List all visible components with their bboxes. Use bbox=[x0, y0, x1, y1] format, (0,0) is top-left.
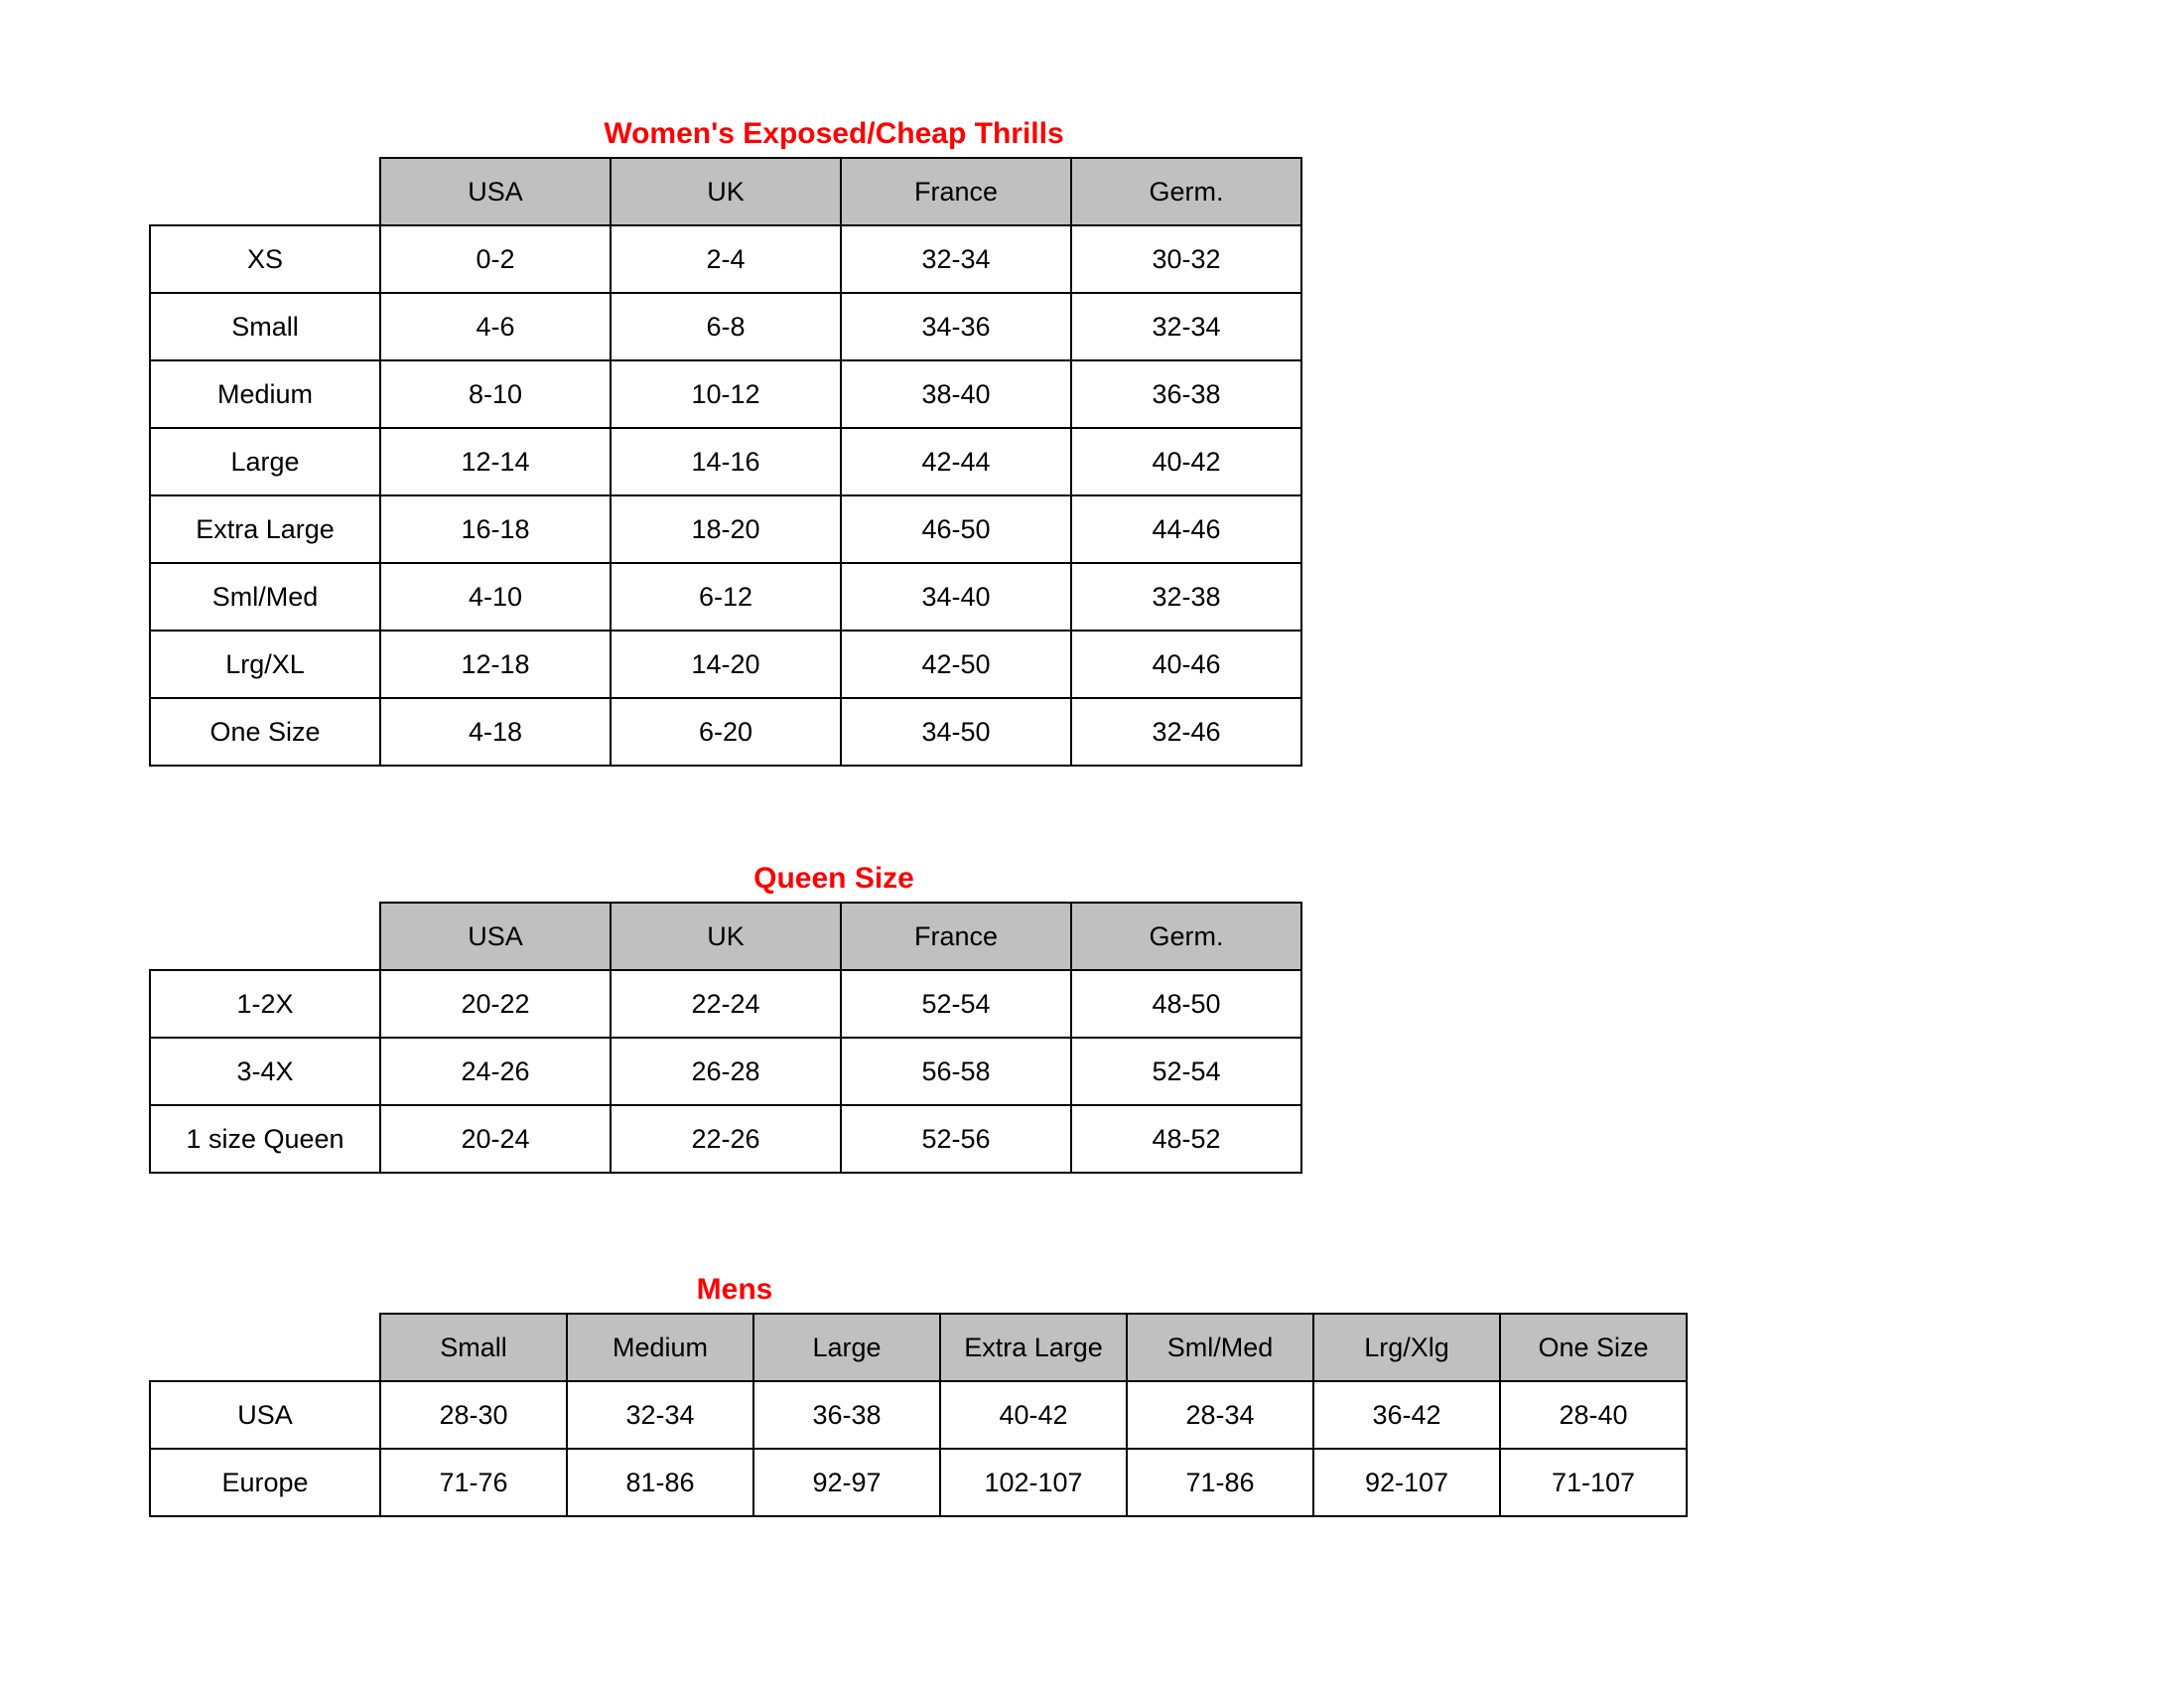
table-cell: 28-40 bbox=[1500, 1381, 1687, 1449]
table-cell: 92-97 bbox=[753, 1449, 940, 1516]
table-cell: 34-36 bbox=[841, 293, 1071, 360]
table-cell: 6-8 bbox=[611, 293, 841, 360]
queen-section-title: Queen Size bbox=[753, 862, 914, 895]
table-header-row bbox=[150, 903, 1301, 970]
table-cell: 71-86 bbox=[1127, 1449, 1313, 1516]
table-cell: 30-32 bbox=[1071, 225, 1301, 293]
column-header: Extra Large bbox=[940, 1314, 1127, 1381]
table-cell: 40-42 bbox=[1071, 428, 1301, 495]
table-row bbox=[150, 698, 1301, 766]
queen-size-section bbox=[149, 862, 1302, 1174]
table-row bbox=[150, 360, 1301, 428]
mens-section-title: Mens bbox=[696, 1273, 773, 1306]
table-cell: 36-38 bbox=[1071, 360, 1301, 428]
table-header-row bbox=[150, 158, 1301, 225]
table-cell: 12-14 bbox=[380, 428, 611, 495]
row-label: Large bbox=[150, 428, 380, 495]
table-cell: 22-26 bbox=[611, 1105, 841, 1173]
column-header: Germ. bbox=[1071, 158, 1301, 225]
row-label: Extra Large bbox=[150, 495, 380, 563]
table-cell: 6-12 bbox=[611, 563, 841, 631]
table-cell: 48-52 bbox=[1071, 1105, 1301, 1173]
table-row bbox=[150, 1038, 1301, 1105]
table-cell: 10-12 bbox=[611, 360, 841, 428]
row-label: 1 size Queen bbox=[150, 1105, 380, 1173]
table-cell: 6-20 bbox=[611, 698, 841, 766]
row-label: Sml/Med bbox=[150, 563, 380, 631]
womens-section-title: Women's Exposed/Cheap Thrills bbox=[604, 117, 1064, 150]
table-row bbox=[150, 225, 1301, 293]
row-label: One Size bbox=[150, 698, 380, 766]
row-label: Small bbox=[150, 293, 380, 360]
row-label: Lrg/XL bbox=[150, 631, 380, 698]
table-cell: 26-28 bbox=[611, 1038, 841, 1105]
table-row bbox=[150, 631, 1301, 698]
table-cell: 48-50 bbox=[1071, 970, 1301, 1038]
corner-cell bbox=[150, 1314, 380, 1381]
table-cell: 28-30 bbox=[380, 1381, 567, 1449]
table-cell: 14-16 bbox=[611, 428, 841, 495]
column-header: USA bbox=[380, 903, 611, 970]
womens-size-section bbox=[149, 117, 1302, 767]
table-cell: 0-2 bbox=[380, 225, 611, 293]
row-label: Europe bbox=[150, 1449, 380, 1516]
corner-cell bbox=[150, 158, 380, 225]
table-row bbox=[150, 1381, 1687, 1449]
row-label: 3-4X bbox=[150, 1038, 380, 1105]
table-cell: 20-24 bbox=[380, 1105, 611, 1173]
table-cell: 40-42 bbox=[940, 1381, 1127, 1449]
table-row bbox=[150, 495, 1301, 563]
table-row bbox=[150, 1449, 1687, 1516]
corner-cell bbox=[150, 903, 380, 970]
table-cell: 12-18 bbox=[380, 631, 611, 698]
table-cell: 32-34 bbox=[1071, 293, 1301, 360]
row-label: Medium bbox=[150, 360, 380, 428]
table-row bbox=[150, 970, 1301, 1038]
column-header: UK bbox=[611, 903, 841, 970]
row-label: 1-2X bbox=[150, 970, 380, 1038]
table-cell: 4-18 bbox=[380, 698, 611, 766]
column-header: France bbox=[841, 158, 1071, 225]
queen-size-table bbox=[149, 902, 1302, 1174]
table-row bbox=[150, 563, 1301, 631]
table-cell: 28-34 bbox=[1127, 1381, 1313, 1449]
table-cell: 81-86 bbox=[567, 1449, 753, 1516]
column-header: France bbox=[841, 903, 1071, 970]
table-cell: 2-4 bbox=[611, 225, 841, 293]
row-label: USA bbox=[150, 1381, 380, 1449]
table-cell: 42-44 bbox=[841, 428, 1071, 495]
womens-size-table bbox=[149, 157, 1302, 767]
table-cell: 36-42 bbox=[1313, 1381, 1500, 1449]
table-cell: 42-50 bbox=[841, 631, 1071, 698]
table-cell: 71-107 bbox=[1500, 1449, 1687, 1516]
table-cell: 34-50 bbox=[841, 698, 1071, 766]
column-header: One Size bbox=[1500, 1314, 1687, 1381]
table-cell: 52-54 bbox=[1071, 1038, 1301, 1105]
table-cell: 34-40 bbox=[841, 563, 1071, 631]
column-header: USA bbox=[380, 158, 611, 225]
table-cell: 52-56 bbox=[841, 1105, 1071, 1173]
table-row bbox=[150, 1105, 1301, 1173]
table-cell: 71-76 bbox=[380, 1449, 567, 1516]
column-header: UK bbox=[611, 158, 841, 225]
table-cell: 14-20 bbox=[611, 631, 841, 698]
table-cell: 38-40 bbox=[841, 360, 1071, 428]
table-cell: 32-46 bbox=[1071, 698, 1301, 766]
table-cell: 44-46 bbox=[1071, 495, 1301, 563]
column-header: Small bbox=[380, 1314, 567, 1381]
table-cell: 4-10 bbox=[380, 563, 611, 631]
table-cell: 32-34 bbox=[567, 1381, 753, 1449]
column-header: Large bbox=[753, 1314, 940, 1381]
table-cell: 8-10 bbox=[380, 360, 611, 428]
column-header: Sml/Med bbox=[1127, 1314, 1313, 1381]
table-cell: 18-20 bbox=[611, 495, 841, 563]
table-cell: 36-38 bbox=[753, 1381, 940, 1449]
mens-size-table bbox=[149, 1313, 1688, 1517]
column-header: Lrg/Xlg bbox=[1313, 1314, 1500, 1381]
table-cell: 40-46 bbox=[1071, 631, 1301, 698]
table-cell: 56-58 bbox=[841, 1038, 1071, 1105]
column-header: Germ. bbox=[1071, 903, 1301, 970]
mens-size-section bbox=[149, 1273, 1688, 1517]
table-cell: 16-18 bbox=[380, 495, 611, 563]
table-cell: 102-107 bbox=[940, 1449, 1127, 1516]
table-header-row bbox=[150, 1314, 1687, 1381]
table-cell: 46-50 bbox=[841, 495, 1071, 563]
table-cell: 52-54 bbox=[841, 970, 1071, 1038]
table-cell: 20-22 bbox=[380, 970, 611, 1038]
table-row bbox=[150, 428, 1301, 495]
column-header: Medium bbox=[567, 1314, 753, 1381]
table-cell: 32-38 bbox=[1071, 563, 1301, 631]
table-cell: 22-24 bbox=[611, 970, 841, 1038]
table-row bbox=[150, 293, 1301, 360]
table-cell: 92-107 bbox=[1313, 1449, 1500, 1516]
row-label: XS bbox=[150, 225, 380, 293]
table-cell: 24-26 bbox=[380, 1038, 611, 1105]
table-cell: 32-34 bbox=[841, 225, 1071, 293]
table-cell: 4-6 bbox=[380, 293, 611, 360]
